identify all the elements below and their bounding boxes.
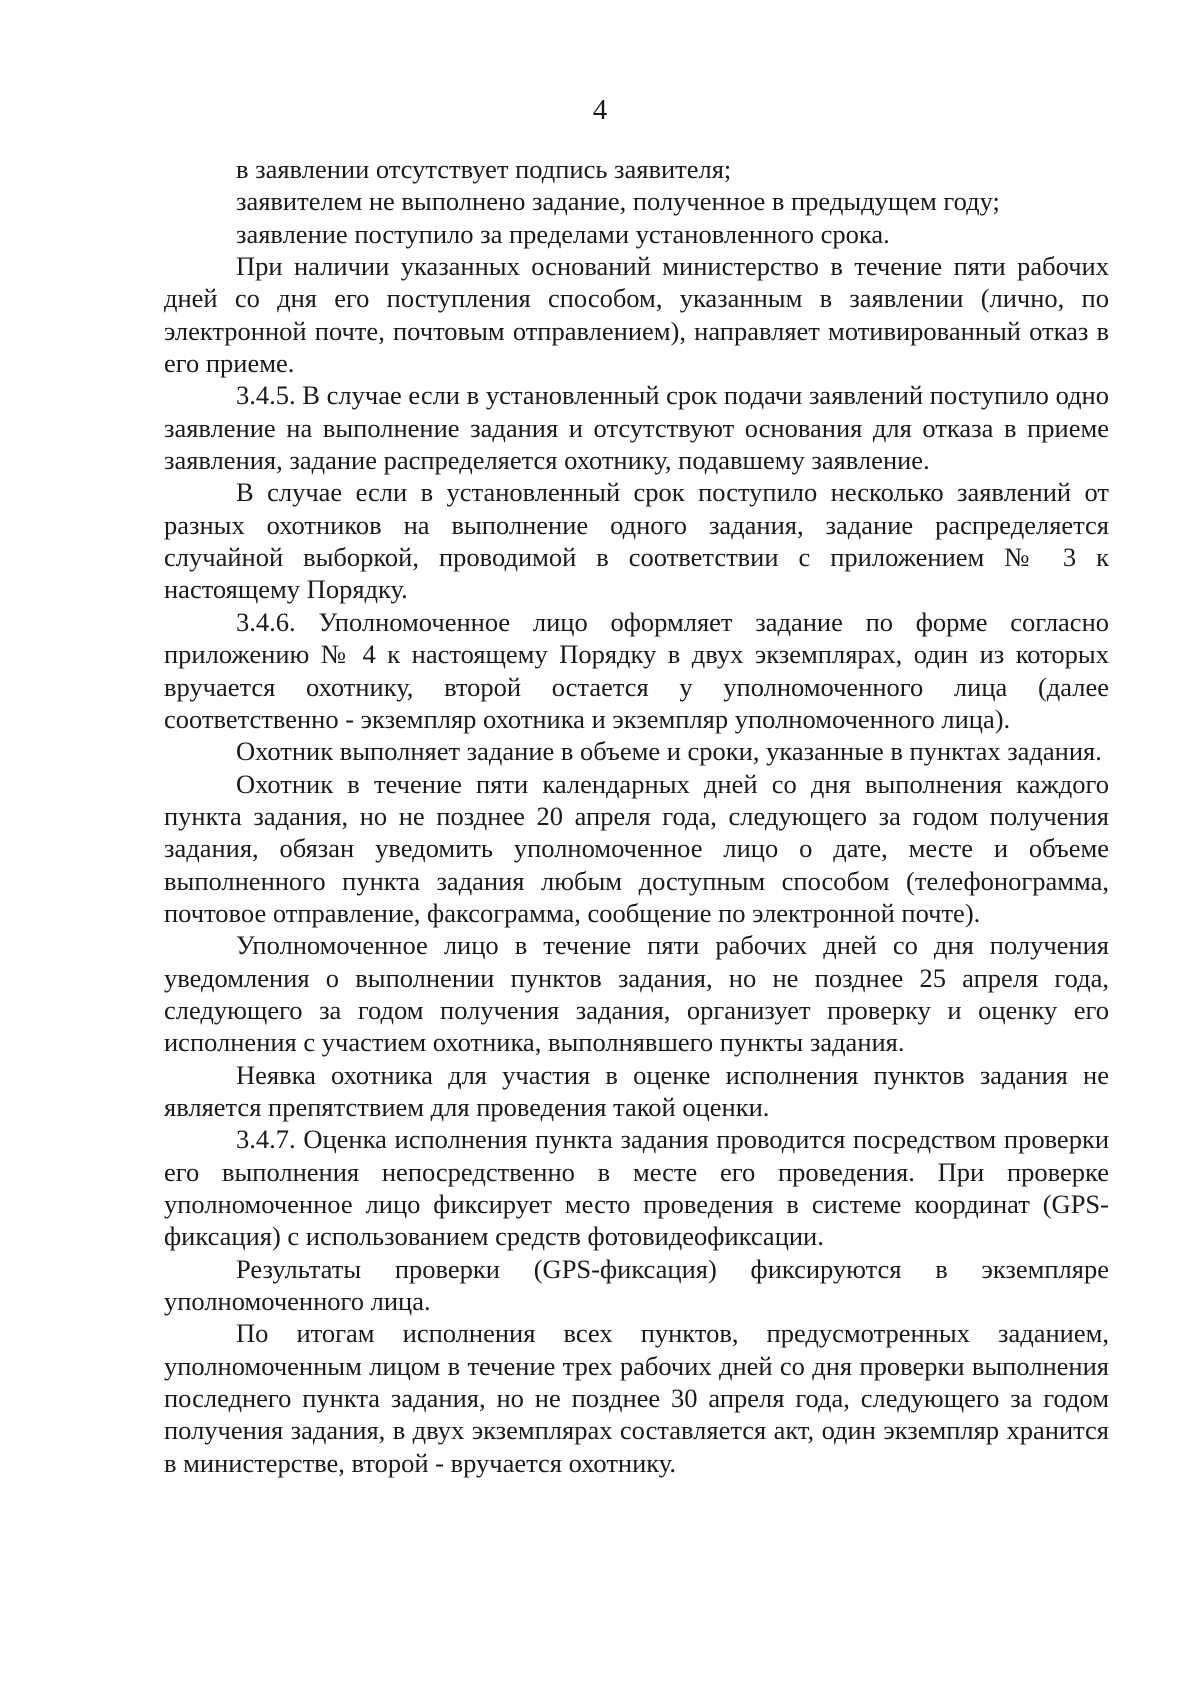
list-item-late-submission: заявление поступило за пределами установленного срока. bbox=[236, 218, 890, 249]
paragraph-gps-results: Результаты проверки (GPS-фиксация) фиксируются в экземпляре уполномоченного лица. bbox=[164, 1253, 1109, 1317]
clause-3-4-7: 3.4.7. Оценка исполнения пункта задания проводится посредством проверки его выполнения непосредственно в месте его проведения. При проверке уполномоченное лицо фиксирует место проведения в системе координат (GPS-фиксация) с использованием средств фотовидеофиксации. bbox=[164, 1124, 1109, 1252]
page-number: 4 bbox=[592, 94, 608, 126]
list-item-no-signature: в заявлении отсутствует подпись заявителя; bbox=[236, 154, 732, 184]
paragraph-refusal-notice: При наличии указанных оснований министерство в течение пяти рабочих дней со дня его поступления способом, указанным в заявлении (лично, по электронной почте, почтовым отправлением), направляет мотивированный отказ в его приеме. bbox=[164, 251, 1109, 379]
paragraph-verification: Уполномоченное лицо в течение пяти рабочих дней со дня получения уведомления о выполнении пунктов задания, но не позднее 25 апреля года, следующего за годом получения задания, организует проверку и оценку его исполнения с участием охотника, выполнявшего пункты задания. bbox=[164, 930, 1109, 1058]
clause-3-4-6: 3.4.6. Уполномоченное лицо оформляет задание по форме согласно приложению № 4 к настоящему Порядку в двух экземплярах, один из которых вручается охотнику, второй остается у уполномоченного лица (далее соответственно - экземпляр охотника и экземпляр уполномоченного лица). bbox=[164, 606, 1109, 734]
paragraph-hunter-notification: Охотник в течение пяти календарных дней со дня выполнения каждого пункта задания, но не позднее 20 апреля года, следующего за годом получения задания, обязан уведомить уполномоченное лицо о дате, месте и объеме выполненного пункта задания любым доступным способом (телефонограмма, почтовое отправление, факсограмма, сообщение по электронной почте). bbox=[164, 768, 1109, 928]
list-item-task-not-completed: заявителем не выполнено задание, полученное в предыдущем году; bbox=[236, 186, 1000, 217]
document-body bbox=[164, 153, 1109, 1479]
clause-3-4-5: 3.4.5. В случае если в установленный срок подачи заявлений поступило одно заявление на выполнение задания и отсутствуют основания для отказа в приеме заявления, задание распределяется охотнику, подавшему заявление. bbox=[164, 380, 1109, 476]
paragraph-random-selection: В случае если в установленный срок поступило несколько заявлений от разных охотников на выполнение одного задания, задание распределяется случайной выборкой, проводимой в соответствии с приложением № 3 к настоящему Порядку. bbox=[164, 477, 1109, 605]
paragraph-absence: Неявка охотника для участия в оценке исполнения пунктов задания не является препятствием для проведения такой оценки. bbox=[164, 1059, 1109, 1122]
paragraph-act-compilation: По итогам исполнения всех пунктов, предусмотренных заданием, уполномоченным лицом в течение трех рабочих дней со дня проверки выполнения последнего пункта задания, но не позднее 30 апреля года, следующего за годом получения задания, в двух экземплярах составляется акт, один экземпляр хранится в министерстве, второй - вручается охотнику. bbox=[164, 1318, 1109, 1478]
paragraph-task-execution: Охотник выполняет задание в объеме и сроки, указанные в пунктах задания. bbox=[236, 736, 1102, 767]
